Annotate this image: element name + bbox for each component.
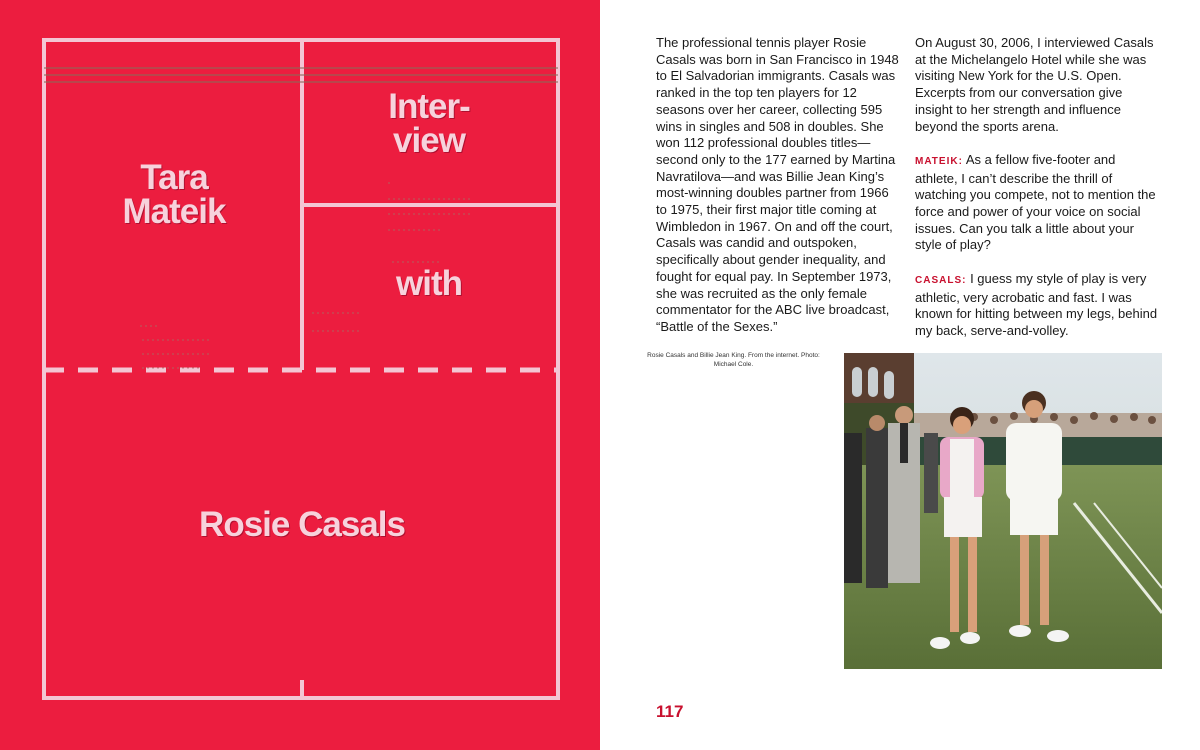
author-first-name: Tara: [140, 158, 208, 197]
author-last-name: Mateik: [122, 192, 226, 231]
photo-caption: Rosie Casals and Billie Jean King. From the internet. Photo: Michael Cole.: [647, 352, 820, 368]
headline-line-1: Inter-: [388, 87, 470, 126]
headline-interview: [304, 87, 554, 160]
headline-line-2: view: [393, 121, 465, 160]
page-number: 117: [656, 702, 684, 721]
question-text: As a fellow five-footer and athlete, I can’t describe the thrill of watching you compete, not to mention the force and power of your voice on social issues. Can you talk a little about your style of play?: [915, 151, 1156, 253]
text-column-2: [915, 35, 1161, 356]
author-name: [46, 158, 302, 231]
answer-paragraph: [915, 271, 1161, 340]
subject-name: Rosie Casals: [199, 505, 405, 544]
tennis-players-photo: [844, 353, 1162, 669]
question-paragraph: [915, 152, 1161, 254]
headline-with: with: [396, 264, 462, 303]
speaker-label-mateik: MATEIK:: [915, 155, 963, 167]
text-column-1: [656, 35, 902, 352]
speaker-label-casals: CASALS:: [915, 274, 967, 286]
answer-text: I guess my style of play is very athletic, very acrobatic and fast. I was known for hitting between my legs, behind my back, serve-and-volley.: [915, 270, 1158, 338]
context-paragraph: On August 30, 2006, I interviewed Casals at the Michelangelo Hotel while she was visiting New York for the U.S. Open. Excerpts from our conversation give insight to her strength and influence beyond the sports arena.: [915, 35, 1154, 134]
right-page: [600, 0, 1200, 750]
intro-paragraph: The professional tennis player Rosie Casals was born in San Francisco in 1948 to El Salvadorian immigrants. Casals was ranked in the top ten players for 12 seasons over her career, collecting 595 wins in singles and 508 in doubles. She won 112 professional doubles titles—second only to the 177 earned by Martina Navratilova—and was Billie Jean King’s most-winning doubles partner from 1966 to 1975, their first major title coming at Wimbledon in 1967. On and off the court, Casals was candid and outspoken, specifically about gender inequality, and fought for equal pay. In September 1973, she was recruited as the only female commentator for the ABC live broadcast, “Battle of the Sexes.”: [656, 35, 899, 334]
photo-illustration: [844, 353, 1162, 669]
